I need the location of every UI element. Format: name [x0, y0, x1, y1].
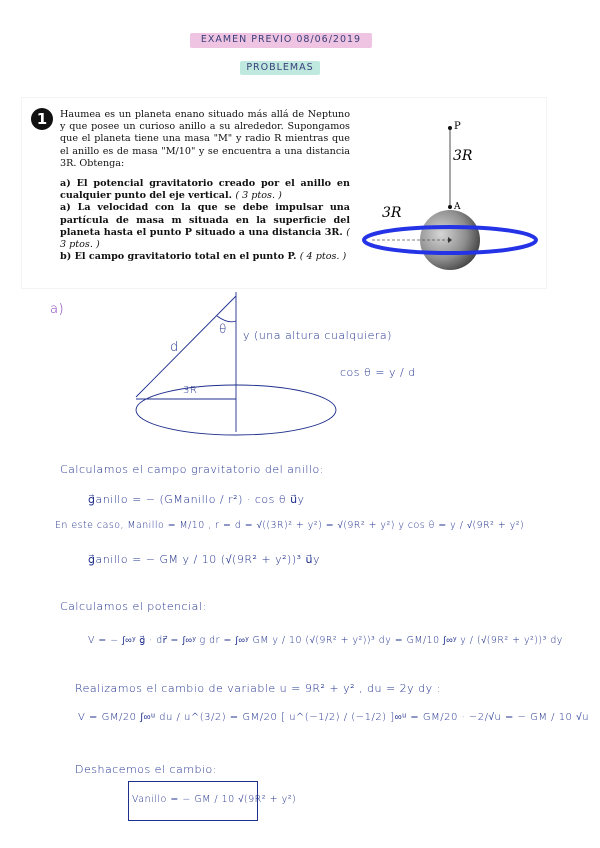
sketch-theta: θ [219, 322, 227, 336]
part-a-text: a) El potencial gravitatorio creado por el anillo en cualquier punto del eje vertical. ( 3 ptos. ) [60, 178, 350, 202]
solution-part-label: a) [50, 302, 65, 317]
solution-line-5: Calculamos el potencial: [60, 600, 207, 613]
sketch-distance-line [136, 296, 236, 397]
part-a2-text: a) La velocidad con la que se debe impulsar una partícula de masa m situada en la superficie del planeta hasta el punto P situado a una distancia 3R. ( 3 ptos. ) [60, 202, 351, 251]
solution-line-4: g⃗anillo = − GM y / 10 (√(9R² + y²))³ u⃗y [88, 553, 321, 566]
section-tag: PROBLEMAS [240, 61, 320, 75]
part-b-text: b) El campo gravitatorio total en el punto P. ( 4 ptos. ) [60, 251, 347, 263]
exam-title-tag: EXAMEN PREVIO 08/06/2019 [190, 33, 372, 48]
label-3r-radius: 3R [382, 205, 402, 221]
solution-line-1: Calculamos el campo gravitatorio del anillo: [60, 463, 324, 476]
label-a: A [454, 202, 461, 212]
solution-line-3: En este caso, Manillo = M/10 , r = d = √((3R)² + y²) = √(9R² + y²) y cos θ = y / √(9R² + y²) [55, 520, 525, 531]
sketch-d: d [170, 340, 179, 355]
sketch-theta-arc [217, 316, 236, 322]
label-3r-vertical: 3R [453, 148, 473, 164]
problem-intro: Haumea es un planeta enano situado más allá de Neptuno y que posee un curioso anillo a su alrededor. Supongamos que el planeta tiene una masa "M" y radio R mientras que el anillo es de masa "M/10" y se encuentra a una distancia 3R. Obtenga: [60, 109, 350, 169]
solution-line-6: V = − ∫∞ʸ g⃗ · dr⃗ = ∫∞ʸ g dr = ∫∞ʸ GM y / 10 (√(9R² + y²))³ dy = GM/10 ∫∞ʸ y / (√(9R² + y²))³ dy [88, 635, 563, 646]
solution-result: Vanillo = − GM / 10 √(9R² + y²) [132, 794, 297, 805]
sketch-cos-relation: cos θ = y / d [340, 366, 416, 379]
solution-line-7: Realizamos el cambio de variable u = 9R² + y² , du = 2y dy : [75, 682, 441, 695]
solution-line-8: V = GM/20 ∫∞ᵘ du / u^(3/2) = GM/20 [ u^(−1/2) / (−1/2) ]∞ᵘ = GM/20 · −2/√u = − GM / 10 √u [78, 712, 589, 723]
problem-number-badge: 1 [31, 108, 53, 130]
solution-line-2: g⃗anillo = − (GManillo / r²) · cos θ u⃗y [88, 493, 305, 506]
sketch-y-note: y (una altura cualquiera) [243, 329, 392, 342]
sketch-3r: 3R [183, 385, 198, 396]
solution-line-9: Deshacemos el cambio: [75, 763, 217, 776]
label-p: P [454, 121, 461, 132]
